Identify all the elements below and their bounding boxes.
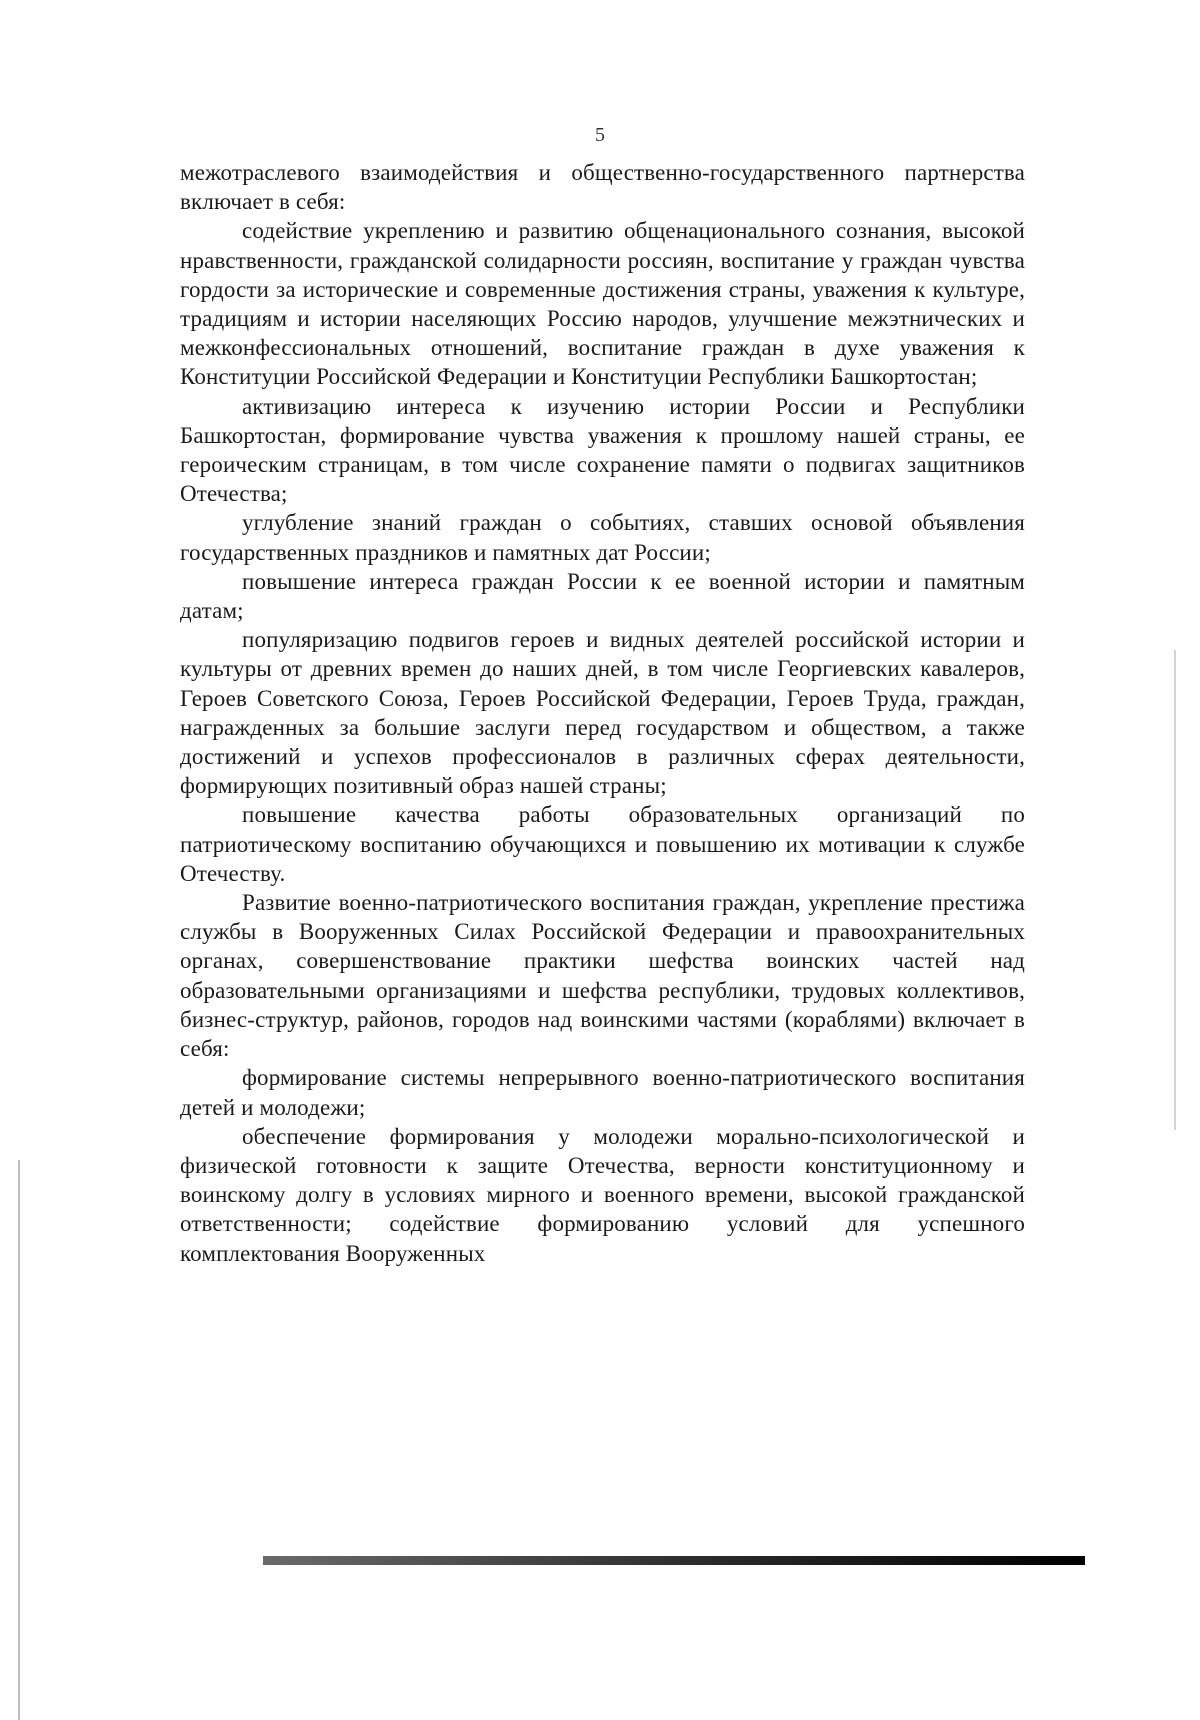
footer-rule: [263, 1556, 1085, 1565]
paragraph: повышение качества работы образовательных организаций по патриотическому воспитанию обучающихся и повышению их мотивации к службе Отечеству.: [180, 802, 1025, 886]
paragraph: содействие укреплению и развитию общенационального сознания, высокой нравственности, гражданской солидарности россиян, воспитание у граждан чувства гордости за исторические и современные достижения страны, уважения к культуре, традициям и истории населяющих Россию народов, улучшение межэтнических и межконфессиональных отношений, воспитание граждан в духе уважения к Конституции Российской Федерации и Конституции Республики Башкортостан;: [180, 218, 1025, 390]
page-number: 5: [595, 124, 605, 146]
paragraph: активизацию интереса к изучению истории России и Республики Башкортостан, формирование чувства уважения к прошлому нашей страны, ее героическим страницам, в том числе сохранение памяти о подвигах защитников Отечества;: [180, 393, 1025, 507]
paragraph: Развитие военно-патриотического воспитания граждан, укрепление престижа службы в Вооруженных Силах Российской Федерации и правоохранительных органах, совершенствование практики шефства воинских частей над образовательными организациями и шефства республики, трудовых коллективов, бизнес-структур, районов, городов над воинскими частями (кораблями) включает в себя:: [180, 890, 1025, 1062]
scan-edge-mark: [1174, 650, 1176, 1130]
paragraph: формирование системы непрерывного военно-патриотического воспитания детей и молодежи;: [180, 1065, 1025, 1120]
paragraph: обеспечение формирования у молодежи морально-психологической и физической готовности к защите Отечества, верности конституционному и воинскому долгу в условиях мирного и военного времени, высокой гражданской ответственности; содействие формированию условий для успешного комплектования Вооруженных: [180, 1123, 1025, 1266]
paragraph: повышение интереса граждан России к ее военной истории и памятным датам;: [180, 568, 1025, 624]
document-body: [180, 158, 1025, 1268]
paragraph: популяризацию подвигов героев и видных деятелей российской истории и культуры от древних времен до наших дней, в том числе Георгиевских кавалеров, Героев Советского Союза, Героев Российской Федерации, Героев Труда, граждан, награжденных за большие заслуги перед государством и обществом, а также достижений и успехов профессионалов в различных сферах деятельности, формирующих позитивный образ нашей страны;: [180, 627, 1025, 799]
paragraph: углубление знаний граждан о событиях, ставших основой объявления государственных праздников и памятных дат России;: [180, 510, 1025, 565]
paragraph-continuation: межотраслевого взаимодействия и общественно-государственного партнерства включает в себя:: [180, 160, 1025, 215]
scan-edge-mark: [18, 1160, 20, 1720]
